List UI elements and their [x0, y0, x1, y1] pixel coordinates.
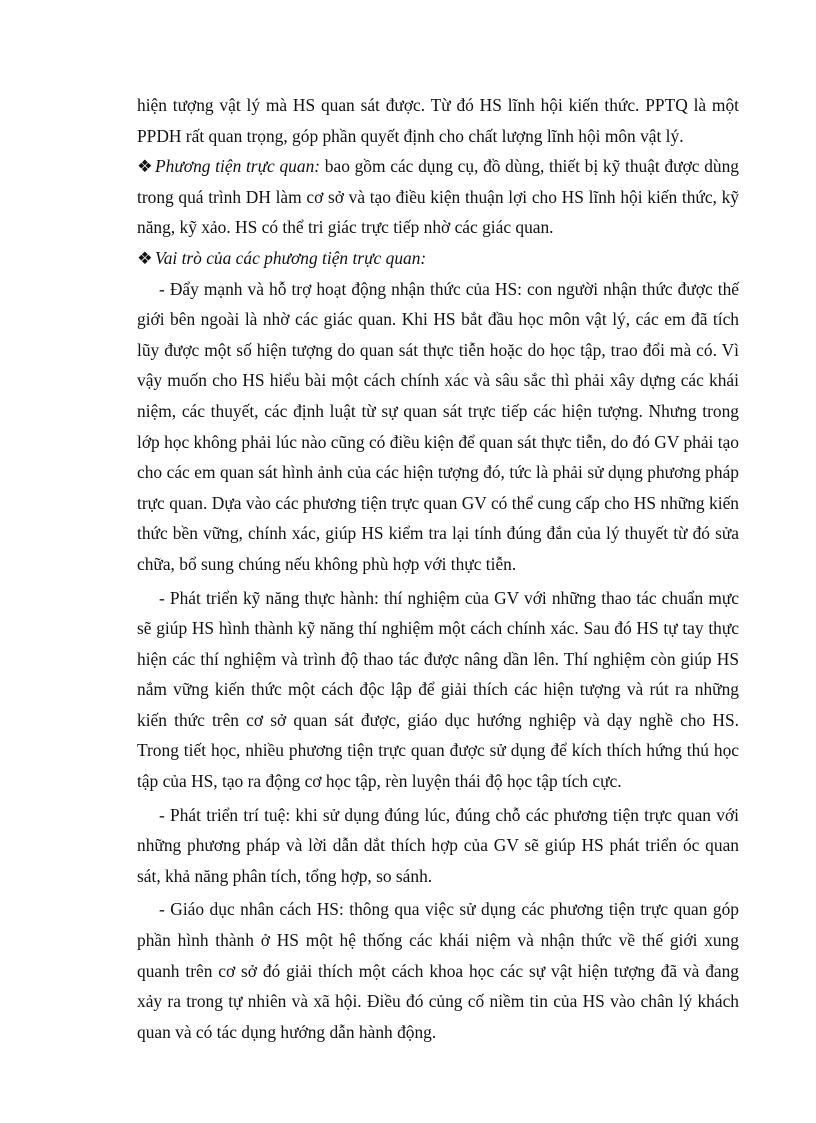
bullet-definition-text: bao gồm các dụng cụ, đồ dùng, thiết bị kỹ thuật được dùng trong quá trình DH làm cơ sở và tạo điều kiện thuận lợi cho HS lĩnh hội kiến thức, kỹ năng, kỹ xảo. HS có thể tri giác trực tiếp nhờ các giác quan. — [137, 156, 739, 238]
bullet-heading-text: Vai trò của các phương tiện trực quan: — [155, 247, 427, 268]
paragraph-role-practice: - Phát triển kỹ năng thực hành: thí nghiệm của GV với những thao tác chuẩn mực sẽ giúp HS hình thành kỹ năng thí nghiệm một cách chính xác. Sau đó HS tự tay thực hiện các thí nghiệm và trình độ thao tác được nâng dần lên. Thí nghiệm còn giúp HS nắm vững kiến thức một cách độc lập để giải thích các hiện tượng và rút ra những kiến thức trên cơ sở quan sát được, giáo dục hướng nghiệp và dạy nghề cho HS. Trong tiết học, nhiều phương tiện trực quan được sử dụng để kích thích hứng thú học tập của HS, tạo ra động cơ học tập, rèn luyện thái độ học tập tích cực. — [137, 587, 739, 792]
diamond-bullet-icon: ❖ — [137, 156, 153, 177]
paragraph-role-personality: - Giáo dục nhân cách HS: thông qua việc sử dụng các phương tiện trực quan góp phần hình thành ở HS một hệ thống các khái niệm và nhận thức về thế giới xung quanh trên cơ sở đó giải thích một cách khoa học các sự vật hiện tượng đã và đang xảy ra trong tự nhiên và xã hội. Điều đó củng cố niềm tin của HS vào chân lý khách quan và có tác dụng hướng dẫn hành động. — [137, 899, 739, 1042]
bullet-heading-roles — [137, 243, 739, 274]
bullet-term: Phương tiện trực quan: — [155, 156, 321, 177]
bullet-definition — [137, 151, 739, 243]
paragraph-role-cognition: - Đẩy mạnh và hỗ trợ hoạt động nhận thức của HS: con người nhận thức được thế giới bên ngoài là nhờ các giác quan. Khi HS bắt đầu học môn vật lý, các em đã tích lũy được một số hiện tượng do quan sát thực tiễn hoặc do học tập, trao đổi mà có. Vì vậy muốn cho HS hiểu bài một cách chính xác và sâu sắc thì phải xây dựng các khái niệm, các thuyết, các định luật từ sự quan sát trực tiếp các hiện tượng. Nhưng trong lớp học không phải lúc nào cũng có điều kiện để quan sát thực tiễn, do đó GV phải tạo cho các em quan sát hình ảnh của các hiện tượng đó, tức là phải sử dụng phương pháp trực quan. Dựa vào các phương tiện trực quan GV có thể cung cấp cho HS những kiến thức bền vững, chính xác, giúp HS kiểm tra lại tính đúng đắn của lý thuyết từ đó sửa chữa, bổ sung chúng nếu không phù hợp với thực tiễn. — [137, 278, 739, 574]
diamond-bullet-icon: ❖ — [137, 247, 153, 268]
document-page — [137, 90, 739, 1047]
paragraph-role-intellect: - Phát triển trí tuệ: khi sử dụng đúng lúc, đúng chỗ các phương tiện trực quan với những phương pháp và lời dẫn dắt thích hợp của GV sẽ giúp HS phát triển óc quan sát, khả năng phân tích, tổng hợp, so sánh. — [137, 804, 739, 886]
paragraph-continuation: hiện tượng vật lý mà HS quan sát được. Từ đó HS lĩnh hội kiến thức. PPTQ là một PPDH rất quan trọng, góp phần quyết định cho chất lượng lĩnh hội môn vật lý. — [137, 95, 739, 146]
